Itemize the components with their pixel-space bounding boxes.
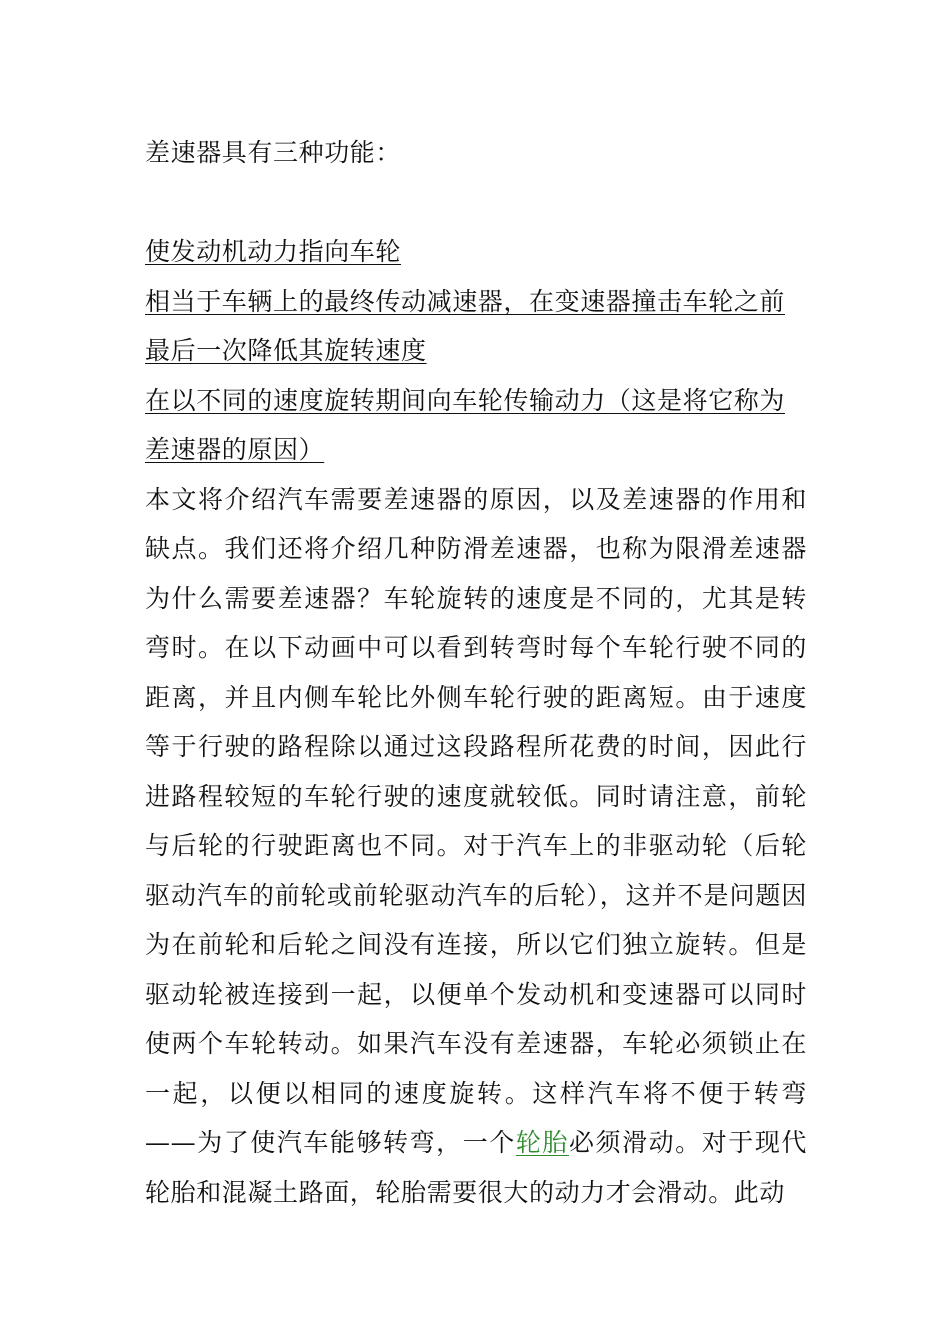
- function-item-1: 使发动机动力指向车轮: [145, 237, 402, 266]
- section-heading: 差速器具有三种功能：: [145, 138, 402, 167]
- document-body: [145, 128, 807, 1217]
- body-text-after-link: 必须滑动。对于现代轮胎和混凝土路面，轮胎需要很大的动力才会滑动。此动: [145, 1128, 808, 1207]
- function-item-2: 相当于车辆上的最终传动减速器，在变速器撞击车轮之前最后一次降低其旋转速度: [145, 286, 786, 365]
- body-paragraph: [145, 475, 807, 1218]
- blank-line: [145, 178, 807, 228]
- body-text-before-link: 本文将介绍汽车需要差速器的原因，以及差速器的作用和缺点。我们还将介绍几种防滑差速器，也称为限滑差速器为什么需要差速器？车轮旋转的速度是不同的，尤其是转弯时。在以下动画中可以看到转弯时每个车轮行驶不同的距离，并且内侧车轮比外侧车轮行驶的距离短。由于速度等于行驶的路程除以通过这段路程所花费的时间，因此行进路程较短的车轮行驶的速度就较低。同时请注意，前轮与后轮的行驶距离也不同。对于汽车上的非驱动轮（后轮驱动汽车的前轮或前轮驱动汽车的后轮），这并不是问题因为在前轮和后轮之间没有连接，所以它们独立旋转。但是驱动轮被连接到一起，以便单个发动机和变速器可以同时使两个车轮转动。如果汽车没有差速器，车轮必须锁止在一起，以便以相同的速度旋转。这样汽车将不便于转弯——为了使汽车能够转弯，一个: [145, 484, 807, 1157]
- function-list: [145, 227, 807, 475]
- tire-link[interactable]: 轮胎: [515, 1128, 569, 1157]
- function-item-3: 在以不同的速度旋转期间向车轮传输动力（这是将它称为差速器的原因）: [145, 385, 786, 464]
